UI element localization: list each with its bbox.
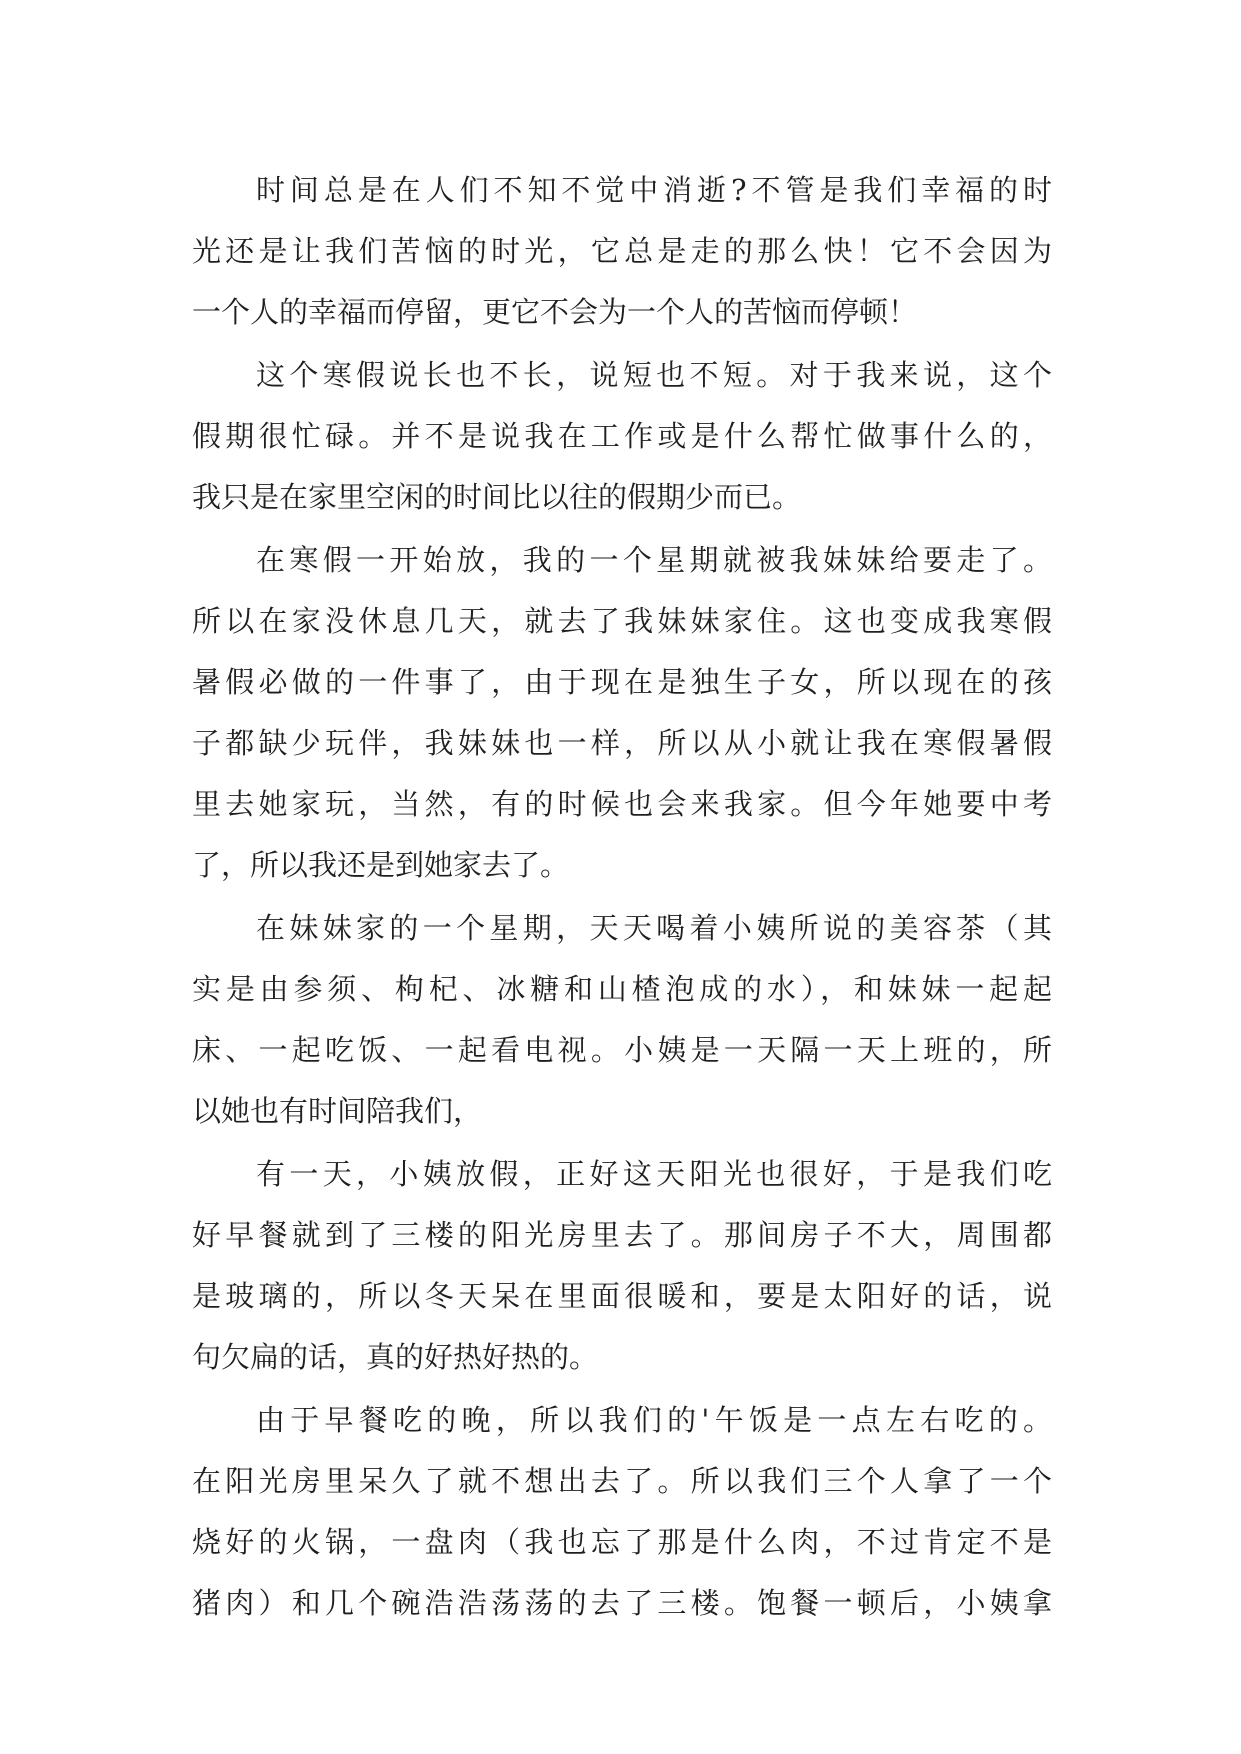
text-line: 我只是在家里空闲的时间比以往的假期少而已。 — [192, 480, 802, 514]
text-line: 这个寒假说长也不长，说短也不短。对于我来说，这个 — [256, 358, 1052, 392]
document-body — [192, 160, 1052, 1634]
text-line: 句欠扁的话，真的好热好热的。 — [192, 1340, 599, 1374]
text-line: 子都缺少玩伴，我妹妹也一样，所以从小就让我在寒假暑假 — [192, 726, 1052, 760]
text-line: 实是由参须、枸杞、冰糖和山楂泡成的水），和妹妹一起起 — [192, 972, 1052, 1006]
text-line: 由于早餐吃的晚，所以我们的'午饭是一点左右吃的。 — [256, 1403, 1052, 1437]
text-line: 是玻璃的，所以冬天呆在里面很暖和，要是太阳好的话，说 — [192, 1279, 1052, 1313]
text-line: 一个人的幸福而停留，更它不会为一个人的苦恼而停顿！ — [192, 295, 918, 329]
text-line: 假期很忙碌。并不是说我在工作或是什么帮忙做事什么的， — [192, 419, 1052, 453]
text-line: 在阳光房里呆久了就不想出去了。所以我们三个人拿了一个 — [192, 1464, 1052, 1498]
paragraph-1 — [192, 160, 1052, 343]
text-line: 烧好的火锅，一盘肉（我也忘了那是什么肉，不过肯定不是 — [192, 1525, 1052, 1559]
text-line: 了，所以我还是到她家去了。 — [192, 848, 570, 882]
text-line: 所以在家没休息几天，就去了我妹妹家住。这也变成我寒假 — [192, 604, 1052, 638]
text-line: 有一天，小姨放假，正好这天阳光也很好，于是我们吃 — [256, 1157, 1052, 1191]
text-line: 时间总是在人们不知不觉中消逝?不管是我们幸福的时 — [256, 173, 1052, 207]
text-line: 里去她家玩，当然，有的时候也会来我家。但今年她要中考 — [192, 787, 1052, 821]
text-line: 在寒假一开始放，我的一个星期就被我妹妹给要走了。 — [256, 543, 1052, 577]
text-line: 好早餐就到了三楼的阳光房里去了。那间房子不大，周围都 — [192, 1218, 1052, 1252]
text-line: 以她也有时间陪我们， — [192, 1094, 483, 1128]
text-line: 在妹妹家的一个星期，天天喝着小姨所说的美容茶（其 — [256, 911, 1052, 945]
paragraph-4 — [192, 898, 1052, 1142]
text-line: 床、一起吃饭、一起看电视。小姨是一天隔一天上班的，所 — [192, 1033, 1052, 1067]
paragraph-5 — [192, 1144, 1052, 1388]
paragraph-3 — [192, 530, 1052, 896]
text-line: 暑假必做的一件事了，由于现在是独生子女，所以现在的孩 — [192, 665, 1052, 699]
paragraph-6 — [192, 1390, 1052, 1634]
text-line: 猪肉）和几个碗浩浩荡荡的去了三楼。饱餐一顿后，小姨拿 — [192, 1586, 1052, 1620]
text-line: 光还是让我们苦恼的时光，它总是走的那么快！它不会因为 — [192, 234, 1052, 268]
paragraph-2 — [192, 345, 1052, 528]
